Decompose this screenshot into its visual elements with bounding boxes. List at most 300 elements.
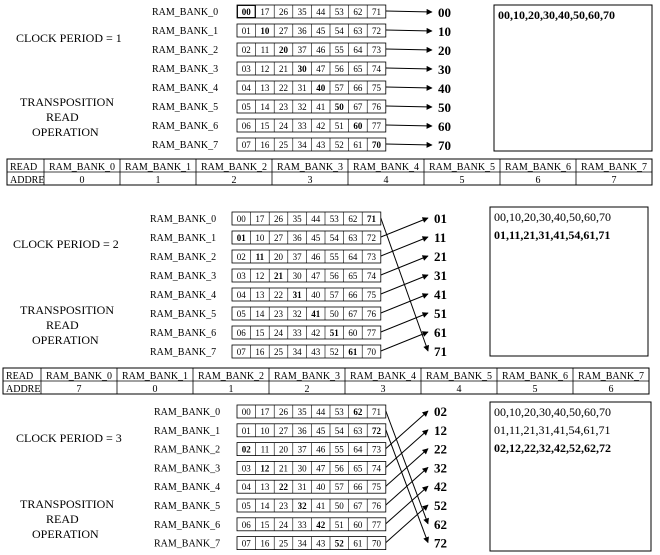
output-value: 62	[434, 516, 447, 532]
ram-cell-value: 00	[241, 7, 251, 17]
clock-period-label: CLOCK PERIOD = 3	[16, 431, 122, 445]
ram-cell-value: 40	[311, 290, 321, 300]
ram-cell-value: 23	[274, 309, 283, 319]
ram-bank-label: RAM_BANK_4	[154, 482, 221, 494]
ram-cell-value: 46	[316, 45, 326, 55]
transfer-arrow	[386, 87, 432, 88]
ram-cell-value: 22	[274, 290, 283, 300]
address-table-address: 5	[532, 384, 538, 395]
ram-cell-value: 21	[279, 463, 288, 474]
output-value: 20	[438, 43, 451, 58]
result-line: 02,12,22,32,42,52,62,72	[494, 441, 611, 455]
ram-cell-value: 47	[311, 271, 321, 281]
ram-cell-value: 31	[297, 482, 307, 493]
ram-cell-value: 02	[236, 252, 246, 262]
ram-cell-value: 33	[292, 328, 302, 338]
ram-bank-label: RAM_BANK_3	[150, 271, 217, 282]
address-table-bank-header: RAM_BANK_2	[197, 371, 265, 382]
ram-cell-value: 20	[274, 252, 283, 262]
address-table-address: 1	[228, 384, 234, 395]
ram-cell-value: 32	[297, 501, 307, 511]
ram-bank-label: RAM_BANK_1	[150, 233, 217, 244]
ram-cell-value: 07	[236, 347, 246, 357]
ram-cell-value: 31	[292, 290, 302, 300]
ram-cell-value: 24	[279, 519, 288, 530]
ram-bank-label: RAM_BANK_7	[152, 140, 219, 151]
address-table-address: 1	[155, 175, 161, 186]
ram-cell-value: 37	[292, 252, 302, 262]
ram-cell-value: 64	[348, 252, 358, 262]
ram-bank-label: RAM_BANK_0	[150, 214, 217, 225]
ram-cell-value: 52	[329, 347, 339, 357]
ram-cell-value: 66	[353, 482, 363, 493]
ram-cell-value: 42	[316, 121, 326, 131]
output-value: 72	[434, 535, 447, 551]
address-table-address: 3	[307, 175, 313, 186]
ram-bank-label: RAM_BANK_1	[154, 425, 221, 437]
ram-cell-value: 77	[372, 121, 381, 131]
ram-cell-value: 10	[255, 233, 265, 243]
ram-cell-value: 23	[279, 501, 288, 511]
output-value: 42	[434, 479, 447, 495]
address-table-bank-header: RAM_BANK_6	[504, 162, 572, 173]
output-value: 60	[438, 119, 451, 134]
ram-cell-value: 25	[279, 538, 288, 549]
address-table-bank-header: RAM_BANK_6	[501, 371, 569, 382]
ram-cell-value: 54	[329, 233, 339, 243]
address-table-address: 0	[79, 175, 85, 186]
transfer-arrow	[386, 68, 432, 69]
result-line: 00,10,20,30,40,50,60,70	[494, 405, 611, 419]
transfer-arrow	[381, 256, 428, 275]
address-table-bank-header: RAM_BANK_0	[45, 371, 113, 382]
ram-cell-value: 46	[311, 252, 321, 262]
result-line: 00,10,20,30,40,50,60,70	[494, 210, 611, 224]
operation-label-line: READ	[46, 318, 79, 332]
ram-cell-value: 61	[353, 140, 363, 150]
ram-cell-value: 27	[274, 233, 283, 243]
address-table-addr-header: ADDRE	[6, 384, 41, 395]
address-table-bank-header: RAM_BANK_0	[48, 162, 116, 173]
ram-cell-value: 36	[292, 233, 302, 243]
result-line: 01,11,21,31,41,54,61,71	[494, 423, 611, 437]
ram-cell-value: 41	[311, 309, 321, 319]
ram-cell-value: 23	[279, 102, 288, 112]
ram-cell-value: 44	[316, 7, 326, 17]
ram-cell-value: 03	[241, 64, 251, 74]
transfer-arrow	[386, 11, 432, 12]
ram-cell-value: 66	[353, 83, 363, 93]
output-value: 10	[438, 24, 451, 39]
ram-cell-value: 05	[241, 501, 251, 511]
ram-cell-value: 34	[297, 140, 307, 150]
ram-cell-value: 44	[311, 214, 321, 224]
address-table-address: 2	[304, 384, 310, 395]
address-table-bank-header: RAM_BANK_2	[200, 162, 268, 173]
ram-bank-label: RAM_BANK_4	[152, 83, 219, 94]
address-table-read-header: READ	[6, 371, 34, 382]
ram-cell-value: 51	[334, 121, 344, 131]
ram-cell-value: 47	[316, 64, 326, 74]
transfer-arrow	[386, 144, 432, 145]
ram-cell-value: 62	[348, 214, 358, 224]
address-table-address: 4	[456, 384, 462, 395]
ram-cell-value: 35	[297, 7, 307, 17]
ram-cell-value: 01	[241, 425, 251, 436]
ram-cell-value: 52	[334, 538, 344, 549]
ram-cell-value: 74	[372, 64, 381, 74]
output-value: 21	[434, 249, 447, 264]
ram-cell-value: 15	[255, 328, 265, 338]
result-line: 00,10,20,30,40,50,60,70	[498, 8, 615, 22]
transfer-arrow	[386, 49, 432, 50]
address-table-bank-header: RAM_BANK_5	[428, 162, 496, 173]
ram-cell-value: 33	[297, 519, 307, 530]
ram-cell-value: 53	[334, 407, 344, 417]
ram-bank-label: RAM_BANK_5	[150, 309, 217, 320]
ram-cell-value: 70	[372, 140, 381, 150]
ram-cell-value: 62	[353, 407, 363, 417]
address-table-address: 7	[76, 384, 82, 395]
ram-cell-value: 41	[316, 501, 326, 511]
output-value: 31	[434, 268, 447, 283]
ram-cell-value: 13	[260, 482, 270, 493]
ram-cell-value: 63	[353, 425, 363, 436]
ram-cell-value: 24	[279, 121, 288, 131]
transfer-arrow	[386, 30, 432, 31]
output-value: 70	[438, 138, 451, 153]
ram-cell-value: 55	[334, 45, 344, 55]
ram-cell-value: 16	[260, 140, 270, 150]
transfer-arrow	[381, 275, 428, 294]
ram-cell-value: 66	[348, 290, 358, 300]
ram-cell-value: 43	[311, 347, 321, 357]
ram-cell-value: 57	[334, 83, 344, 93]
ram-bank-label: RAM_BANK_3	[152, 64, 219, 75]
operation-label-line: READ	[46, 110, 79, 124]
ram-bank-label: RAM_BANK_6	[152, 121, 219, 132]
ram-cell-value: 77	[372, 519, 381, 530]
ram-cell-value: 70	[372, 538, 381, 549]
ram-cell-value: 61	[348, 347, 358, 357]
ram-cell-value: 74	[367, 271, 376, 281]
ram-cell-value: 61	[353, 538, 363, 549]
ram-cell-value: 11	[260, 45, 270, 55]
ram-cell-value: 76	[372, 501, 381, 511]
ram-cell-value: 50	[329, 309, 339, 319]
ram-cell-value: 34	[297, 538, 307, 549]
ram-cell-value: 04	[241, 482, 251, 493]
ram-cell-value: 76	[372, 102, 381, 112]
address-table-bank-header: RAM_BANK_7	[577, 371, 645, 382]
ram-cell-value: 15	[260, 121, 270, 131]
ram-cell-value: 20	[279, 45, 288, 55]
ram-cell-value: 11	[255, 252, 265, 262]
transfer-arrow	[386, 106, 432, 107]
ram-cell-value: 17	[260, 7, 270, 17]
transfer-arrow	[386, 467, 428, 505]
output-value: 61	[434, 325, 447, 340]
ram-cell-value: 75	[372, 482, 381, 493]
ram-cell-value: 54	[334, 425, 344, 436]
ram-cell-value: 52	[334, 140, 344, 150]
ram-cell-value: 30	[297, 64, 307, 74]
ram-cell-value: 64	[353, 45, 363, 55]
address-table-address: 5	[459, 175, 465, 186]
operation-label-line: OPERATION	[32, 333, 99, 347]
transfer-arrow	[386, 125, 432, 126]
ram-cell-value: 06	[241, 121, 251, 131]
ram-cell-value: 32	[297, 102, 307, 112]
ram-cell-value: 25	[274, 347, 283, 357]
ram-cell-value: 26	[279, 7, 288, 17]
address-table-address: 3	[380, 384, 386, 395]
ram-bank-label: RAM_BANK_3	[154, 463, 221, 475]
ram-cell-value: 67	[353, 501, 363, 511]
ram-cell-value: 10	[260, 425, 270, 436]
transfer-arrow	[381, 313, 428, 332]
address-table-bank-header: RAM_BANK_1	[124, 162, 192, 173]
ram-cell-value: 00	[241, 407, 251, 417]
ram-cell-value: 45	[316, 26, 326, 36]
ram-cell-value: 22	[279, 482, 288, 493]
ram-cell-value: 46	[316, 444, 326, 455]
address-table-address: 4	[383, 175, 389, 186]
address-table-read-header: READ	[10, 162, 38, 173]
ram-bank-label: RAM_BANK_0	[154, 407, 221, 418]
ram-cell-value: 26	[274, 214, 283, 224]
address-table-address: 0	[152, 384, 158, 395]
ram-cell-value: 05	[241, 102, 251, 112]
address-table-address: 6	[608, 384, 614, 395]
output-value: 00	[438, 5, 451, 20]
ram-cell-value: 26	[279, 407, 288, 417]
ram-cell-value: 36	[297, 26, 307, 36]
ram-cell-value: 16	[255, 347, 265, 357]
transfer-arrow	[386, 449, 428, 487]
ram-cell-value: 50	[334, 501, 344, 511]
ram-bank-label: RAM_BANK_5	[154, 501, 221, 512]
ram-cell-value: 02	[241, 444, 251, 455]
address-table-bank-header: RAM_BANK_3	[276, 162, 344, 173]
ram-cell-value: 17	[260, 407, 270, 417]
ram-cell-value: 45	[311, 233, 321, 243]
ram-cell-value: 47	[316, 463, 326, 474]
output-value: 22	[434, 441, 447, 457]
ram-cell-value: 56	[334, 64, 344, 74]
operation-label-line: TRANSPOSITION	[20, 303, 115, 317]
ram-cell-value: 12	[260, 463, 270, 474]
output-value: 01	[434, 211, 447, 226]
transfer-arrow	[386, 505, 428, 543]
ram-cell-value: 44	[316, 407, 326, 417]
ram-cell-value: 56	[329, 271, 339, 281]
address-table-bank-header: RAM_BANK_7	[580, 162, 648, 173]
result-line: 01,11,21,31,41,54,61,71	[494, 228, 611, 242]
ram-cell-value: 04	[236, 290, 246, 300]
ram-cell-value: 06	[241, 519, 251, 530]
ram-bank-label: RAM_BANK_5	[152, 102, 219, 113]
output-value: 40	[438, 81, 451, 96]
ram-cell-value: 05	[236, 309, 246, 319]
ram-cell-value: 70	[367, 347, 376, 357]
output-value: 51	[434, 306, 447, 321]
ram-cell-value: 57	[329, 290, 339, 300]
ram-cell-value: 12	[260, 64, 270, 74]
ram-bank-label: RAM_BANK_0	[152, 7, 219, 18]
ram-cell-value: 57	[334, 482, 344, 493]
ram-cell-value: 74	[372, 463, 381, 474]
ram-cell-value: 22	[279, 83, 288, 93]
ram-cell-value: 60	[348, 328, 358, 338]
ram-cell-value: 72	[367, 233, 376, 243]
operation-label-line: READ	[46, 512, 79, 526]
ram-cell-value: 37	[297, 45, 307, 55]
ram-cell-value: 65	[353, 463, 363, 474]
ram-cell-value: 34	[292, 347, 302, 357]
ram-cell-value: 71	[372, 407, 381, 417]
output-value: 11	[434, 230, 447, 245]
ram-cell-value: 71	[367, 214, 376, 224]
ram-cell-value: 37	[297, 444, 307, 455]
ram-cell-value: 65	[348, 271, 358, 281]
output-value: 12	[434, 422, 447, 438]
ram-cell-value: 14	[255, 309, 265, 319]
ram-cell-value: 62	[353, 7, 363, 17]
output-value: 02	[434, 404, 447, 419]
output-value: 50	[438, 100, 451, 115]
ram-cell-value: 73	[372, 444, 381, 455]
ram-cell-value: 63	[348, 233, 358, 243]
ram-cell-value: 13	[260, 83, 270, 93]
ram-cell-value: 17	[255, 214, 265, 224]
ram-cell-value: 00	[236, 214, 246, 224]
ram-cell-value: 75	[367, 290, 376, 300]
ram-cell-value: 71	[372, 7, 381, 17]
ram-cell-value: 35	[297, 407, 307, 417]
ram-cell-value: 65	[353, 64, 363, 74]
ram-cell-value: 33	[297, 121, 307, 131]
ram-cell-value: 60	[353, 121, 363, 131]
output-value: 32	[434, 460, 447, 476]
operation-label-line: OPERATION	[32, 527, 99, 541]
ram-cell-value: 07	[241, 140, 251, 150]
output-value: 52	[434, 498, 447, 513]
ram-cell-value: 21	[279, 64, 288, 74]
ram-cell-value: 45	[316, 425, 326, 436]
transfer-arrow	[386, 411, 428, 449]
ram-cell-value: 64	[353, 444, 363, 455]
address-table-addr-header: ADDRE	[10, 175, 45, 186]
ram-cell-value: 14	[260, 102, 270, 112]
output-value: 71	[434, 344, 447, 359]
transfer-arrow	[381, 237, 428, 256]
ram-cell-value: 43	[316, 538, 326, 549]
transfer-arrow	[381, 332, 428, 351]
ram-cell-value: 50	[334, 102, 344, 112]
transfer-arrow	[381, 218, 428, 237]
ram-cell-value: 13	[255, 290, 265, 300]
transfer-arrow	[381, 294, 428, 313]
ram-cell-value: 24	[274, 328, 283, 338]
address-table-bank-header: RAM_BANK_3	[273, 371, 341, 382]
ram-bank-label: RAM_BANK_2	[152, 45, 219, 56]
ram-cell-value: 30	[292, 271, 302, 281]
clock-period-label: CLOCK PERIOD = 2	[13, 237, 119, 251]
ram-cell-value: 07	[241, 538, 251, 549]
address-table-bank-header: RAM_BANK_1	[121, 371, 189, 382]
ram-bank-label: RAM_BANK_1	[152, 26, 219, 37]
ram-bank-label: RAM_BANK_4	[150, 290, 217, 301]
ram-cell-value: 40	[316, 83, 326, 93]
ram-cell-value: 72	[372, 425, 381, 436]
ram-cell-value: 55	[334, 444, 344, 455]
ram-cell-value: 01	[241, 26, 251, 36]
ram-cell-value: 73	[372, 45, 381, 55]
ram-cell-value: 42	[316, 519, 326, 530]
output-value: 41	[434, 287, 447, 302]
ram-cell-value: 11	[260, 444, 270, 455]
ram-cell-value: 21	[274, 271, 283, 281]
ram-cell-value: 60	[353, 519, 363, 530]
ram-cell-value: 77	[367, 328, 376, 338]
ram-bank-label: RAM_BANK_2	[154, 444, 221, 456]
ram-cell-value: 25	[279, 140, 288, 150]
ram-cell-value: 51	[334, 519, 344, 530]
ram-cell-value: 75	[372, 83, 381, 93]
ram-cell-value: 15	[260, 519, 270, 530]
ram-cell-value: 01	[236, 233, 246, 243]
ram-cell-value: 04	[241, 83, 251, 93]
ram-cell-value: 03	[241, 463, 251, 474]
address-table-bank-header: RAM_BANK_5	[425, 371, 493, 382]
ram-cell-value: 30	[297, 463, 307, 474]
ram-cell-value: 67	[348, 309, 358, 319]
ram-cell-value: 03	[236, 271, 246, 281]
address-table-address: 6	[535, 175, 541, 186]
transfer-arrow	[386, 430, 428, 468]
ram-cell-value: 51	[329, 328, 339, 338]
transfer-arrow	[386, 486, 428, 524]
ram-cell-value: 76	[367, 309, 376, 319]
ram-cell-value: 27	[279, 425, 288, 436]
ram-cell-value: 32	[292, 309, 302, 319]
clock-period-label: CLOCK PERIOD = 1	[16, 31, 122, 45]
ram-cell-value: 53	[329, 214, 339, 224]
ram-bank-label: RAM_BANK_2	[150, 252, 217, 263]
ram-cell-value: 27	[279, 26, 288, 36]
operation-label-line: TRANSPOSITION	[20, 497, 115, 511]
ram-bank-label: RAM_BANK_6	[154, 519, 221, 531]
ram-cell-value: 42	[311, 328, 321, 338]
ram-cell-value: 41	[316, 102, 326, 112]
ram-cell-value: 20	[279, 444, 288, 455]
ram-bank-label: RAM_BANK_7	[150, 347, 217, 358]
ram-bank-label: RAM_BANK_7	[154, 538, 221, 550]
ram-cell-value: 54	[334, 26, 344, 36]
ram-cell-value: 72	[372, 26, 381, 36]
address-table-address: 7	[611, 175, 617, 186]
ram-cell-value: 16	[260, 538, 270, 549]
ram-cell-value: 02	[241, 45, 251, 55]
output-value: 30	[438, 62, 451, 77]
address-table-bank-header: RAM_BANK_4	[349, 371, 417, 382]
ram-cell-value: 40	[316, 482, 326, 493]
ram-cell-value: 14	[260, 501, 270, 511]
ram-cell-value: 73	[367, 252, 376, 262]
ram-cell-value: 35	[292, 214, 302, 224]
ram-cell-value: 63	[353, 26, 363, 36]
